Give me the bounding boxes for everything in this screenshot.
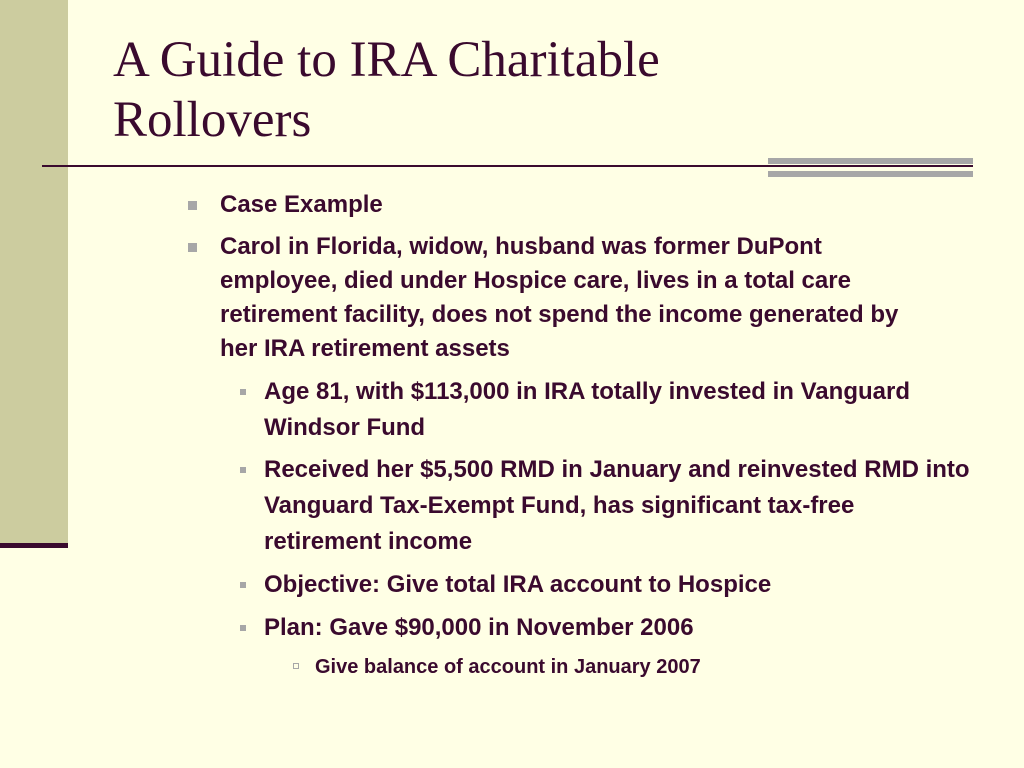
square-bullet-icon (188, 201, 197, 210)
bullet-text: Carol in Florida, widow, husband was former DuPont employee, died under Hospice care, lives in a total care retirement facility, does not spend the income generated by her IRA retirement assets (220, 233, 899, 362)
square-bullet-icon (240, 389, 246, 395)
bullet-item-case-example (220, 188, 940, 222)
bullet-item-objective (264, 567, 984, 603)
left-accent-line (0, 543, 68, 548)
accent-bar-top (768, 158, 973, 164)
bullet-text: Received her $5,500 RMD in January and reinvested RMD into Vanguard Tax-Exempt Fund, has significant tax-free retirement income (264, 456, 970, 555)
square-bullet-icon (188, 243, 197, 252)
bullet-item-plan (264, 610, 984, 646)
title-line-1: A Guide to IRA Charitable (113, 32, 660, 88)
square-bullet-icon (240, 582, 246, 588)
slide-title (113, 30, 813, 150)
bullet-item-rmd (264, 452, 974, 560)
bullet-text: Give balance of account in January 2007 (315, 656, 701, 678)
square-bullet-icon (240, 467, 246, 473)
bullet-text: Case Example (220, 191, 383, 218)
accent-bar-bottom (768, 171, 973, 177)
bullet-text: Age 81, with $113,000 in IRA totally invested in Vanguard Windsor Fund (264, 378, 910, 441)
hollow-square-bullet-icon (293, 663, 299, 669)
title-line-2: Rollovers (113, 92, 312, 148)
bullet-item-carol-description (220, 230, 930, 366)
bullet-item-age-and-ira (264, 374, 944, 446)
square-bullet-icon (240, 625, 246, 631)
bullet-text: Objective: Give total IRA account to Hospice (264, 571, 772, 598)
bullet-text: Plan: Gave $90,000 in November 2006 (264, 614, 694, 641)
bullet-item-give-balance (315, 653, 935, 681)
left-decorative-band (0, 0, 68, 545)
title-divider-line (42, 165, 973, 167)
